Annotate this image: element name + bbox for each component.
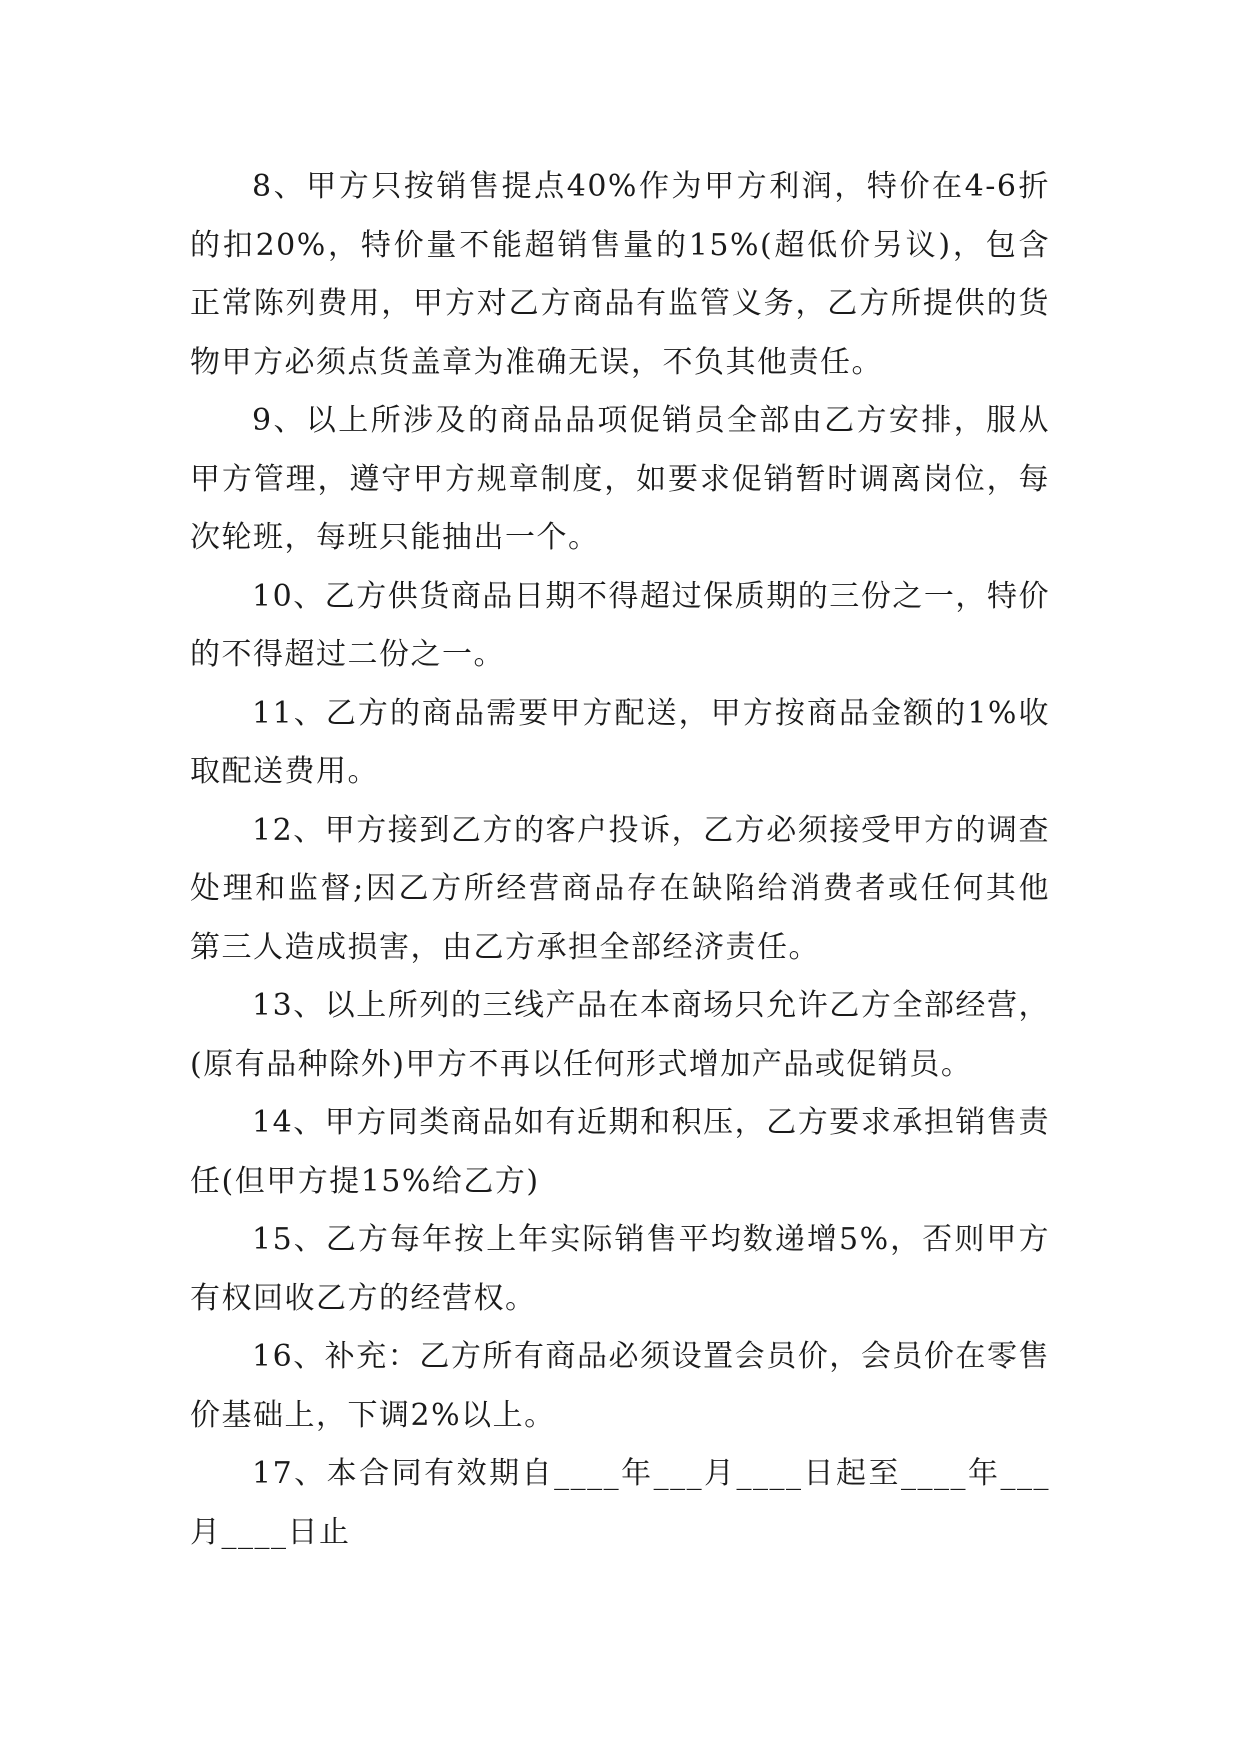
- clause-10: 10、乙方供货商品日期不得超过保质期的三份之一，特价的不得超过二份之一。: [190, 578, 1050, 672]
- clause-14: 14、甲方同类商品如有近期和积压，乙方要求承担销售责任(但甲方提15%给乙方): [190, 1105, 1050, 1199]
- clause-8: 8、甲方只按销售提点40%作为甲方利润，特价在4-6折的扣20%，特价量不能超销售量的15%(超低价另议)，包含正常陈列费用，甲方对乙方商品有监管义务，乙方所提供的货物甲方必须点货盖章为准确无误，不负其他责任。: [190, 169, 1050, 380]
- clause-13: 13、以上所列的三线产品在本商场只允许乙方全部经营，(原有品种除外)甲方不再以任何形式增加产品或促销员。: [190, 988, 1050, 1082]
- document-body: [190, 158, 1050, 1562]
- clause-17: 17、本合同有效期自____年___月____日起至____年___月____日止: [190, 1456, 1050, 1550]
- clause-11: 11、乙方的商品需要甲方配送，甲方按商品金额的1%收取配送费用。: [190, 695, 1050, 789]
- clause-12: 12、甲方接到乙方的客户投诉，乙方必须接受甲方的调查处理和监督;因乙方所经营商品存在缺陷给消费者或任何其他第三人造成损害，由乙方承担全部经济责任。: [190, 812, 1050, 965]
- clause-15: 15、乙方每年按上年实际销售平均数递增5%，否则甲方有权回收乙方的经营权。: [190, 1222, 1050, 1316]
- clause-9: 9、以上所涉及的商品品项促销员全部由乙方安排，服从甲方管理，遵守甲方规章制度，如要求促销暂时调离岗位，每次轮班，每班只能抽出一个。: [190, 403, 1050, 555]
- clause-16: 16、补充：乙方所有商品必须设置会员价，会员价在零售价基础上，下调2%以上。: [190, 1339, 1050, 1433]
